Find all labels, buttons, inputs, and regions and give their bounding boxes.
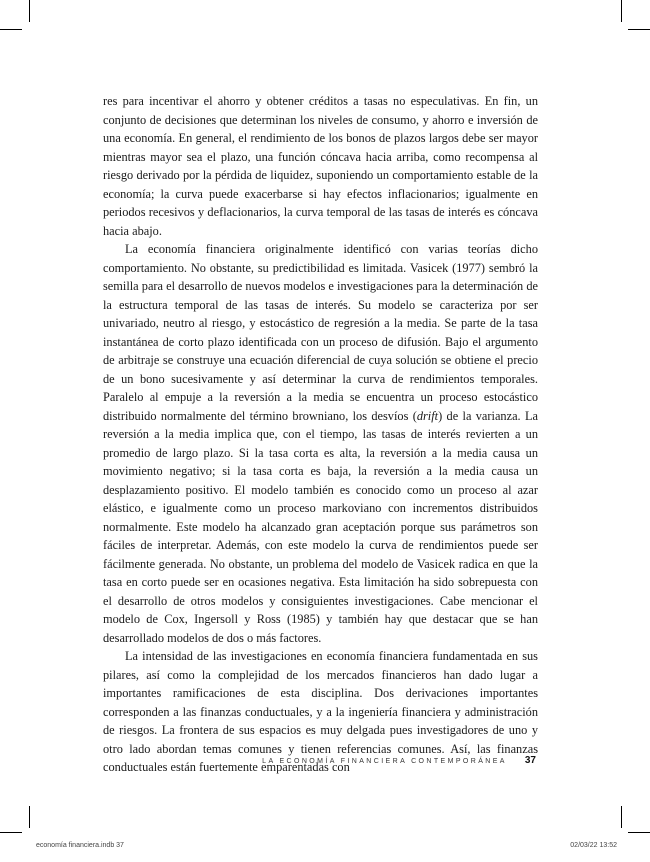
crop-mark-top-right — [621, 0, 622, 22]
slug-filename: economía financiera.indb 37 — [36, 842, 124, 849]
drift-term: drift — [416, 408, 439, 423]
paragraph-1: res para incentivar el ahorro y obtener créditos a tasas no especulativas. En fin, un conjunto de decisiones que determinan los niveles de consumo, y ahorro e inversión de una economía. En general, el rendimiento de los bonos de plazos largos debe ser mayor mientras mayor sea el plazo, una función cóncava hacia arriba, como recompensa al riesgo derivado por la pérdida de liquidez, suponiendo un comportamiento estable de la economía; la curva puede exacerbarse si hay efectos inflacionarios; igualmente en periodos recesivos y deflacionarios, la curva temporal de las tasas de interés es cóncava hacia abajo. — [103, 94, 538, 238]
crop-mark-top-left — [29, 0, 30, 22]
crop-mark-bottom-right — [621, 806, 622, 828]
crop-mark-top-left-h — [0, 29, 22, 30]
crop-mark-top-right-h — [628, 29, 650, 30]
crop-mark-bottom-left-h — [0, 832, 22, 833]
paragraph-2-text-a: La economía financiera originalmente identificó con varias teorías dicho comportamiento. No obstante, su predictibilidad es limitada. Vasicek (1977) sembró la semilla para el desarrollo de nuevos modelos e investigaciones para la determinación de la estructura temporal de las tasas de interés. Su modelo se caracteriza por ser univariado, neutro al riesgo, y estocástico de regresión a la media. Se parte de la tasa instantánea de corto plazo identificada con un proceso de difusión. Bajo el argumento de arbitraje se construye una ecuación diferencial de cuya solución se obtiene el precio de un bono sucesivamente y así determinar la curva de rendimientos temporales. Paralelo al empuje a la reversión a la media se encuentra un proceso estocástico distribuido normalmente del término browniano, los desvíos ( — [103, 242, 538, 423]
running-footer — [262, 755, 536, 766]
crop-mark-bottom-left — [29, 806, 30, 828]
paragraph-3: La intensidad de las investigaciones en economía financiera fundamentada en sus pilares, así como la complejidad de los mercados financieros han dado lugar a importantes ramificaciones de esta disciplina. Dos derivaciones importantes corresponden a las finanzas conductuales, y a la ingeniería financiera y administración de riesgos. La frontera de sus espacios es muy delgada pues investigadores de uno y otro lado abordan temas comunes y tienen referencias comunes. Así, las finanzas conductuales están fuertemente emparentadas con — [103, 649, 538, 774]
page-number: 37 — [524, 755, 536, 766]
body-text — [103, 92, 538, 777]
running-title: LA ECONOMÍA FINANCIERA CONTEMPORÁNEA — [262, 758, 507, 765]
paragraph-2-text-b: ) de la varianza. La reversión a la media implica que, con el tiempo, las tasas de interés revierten a un promedio de largo plazo. Si la tasa corta es alta, la reversión a la media causa un movimiento negativo; si la tasa corta es baja, la reversión a la media causa un desplazamiento positivo. El modelo también es conocido como un proceso al azar elástico, e igualmente como un proceso markoviano con incrementos distribuidos normalmente. Este modelo ha alcanzado gran aceptación porque sus parámetros son fáciles de interpretar. Además, con este modelo la curva de rendimientos puede ser fácilmente generada. No obstante, un problema del modelo de Vasicek radica en que la tasa en corto puede ser en ocasiones negativa. Esta limitación ha sido sobrepuesta con el desarrollo de otros modelos y consiguientes investigaciones. Cabe mencionar el modelo de Cox, Ingersoll y Ross (1985) y también hay que destacar que se han desarrollado modelos de dos o más factores. — [103, 408, 538, 645]
slug-timestamp: 02/03/22 13:52 — [570, 842, 617, 849]
crop-mark-bottom-right-h — [628, 832, 650, 833]
paragraph-2 — [103, 240, 538, 647]
